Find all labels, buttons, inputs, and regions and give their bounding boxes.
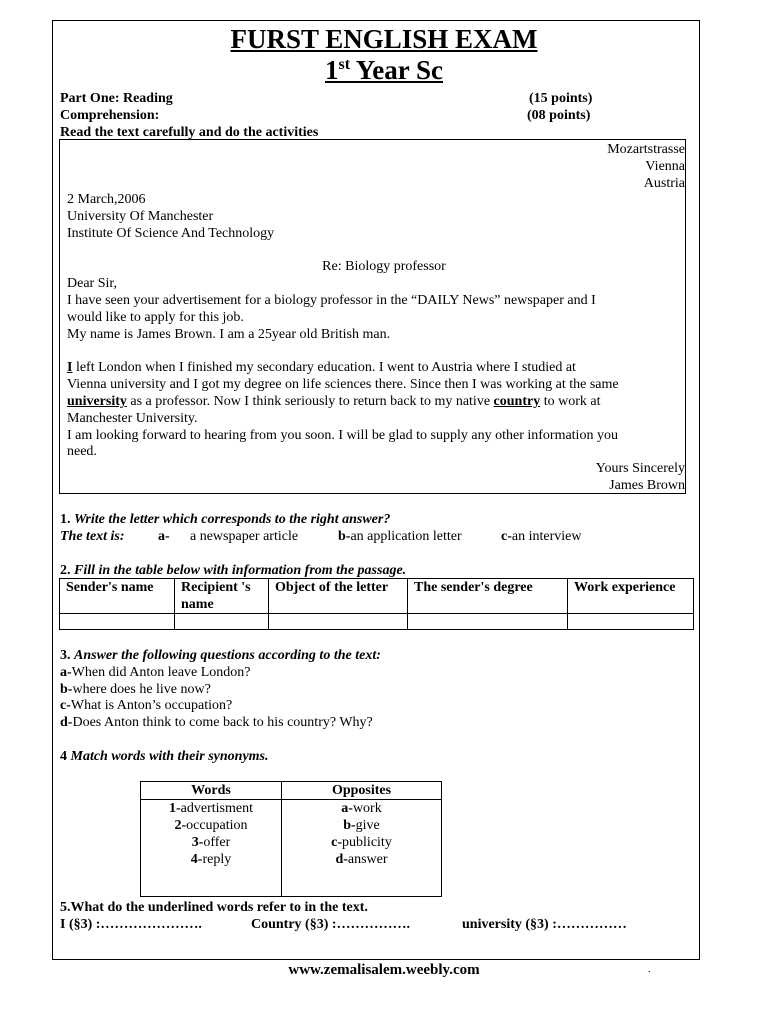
question-item xyxy=(60,664,251,681)
table-row xyxy=(141,868,442,897)
opposite-cell xyxy=(282,800,442,818)
paragraph-line: would like to apply for this job. xyxy=(67,310,244,325)
question-text: Fill in the table below with information from the passage. xyxy=(74,563,407,578)
table-cell xyxy=(141,868,282,897)
word-key: 3- xyxy=(191,835,204,850)
comprehension-heading: Comprehension: xyxy=(60,108,160,123)
opposite-key: d- xyxy=(335,852,348,867)
table-cell[interactable] xyxy=(568,614,694,630)
paragraph-line xyxy=(67,359,576,376)
question-number: 1. xyxy=(60,512,74,527)
year-suffix: st xyxy=(338,56,351,73)
option-c-key: c- xyxy=(501,529,512,544)
word: advertisment xyxy=(180,801,253,816)
footer-dot: . xyxy=(648,964,651,975)
paragraph-line: My name is James Brown. I am a 25year old British man. xyxy=(67,327,391,342)
paragraph-line xyxy=(67,393,600,410)
line-text: left London when I finished my secondary education. I went to Austria where I studied at xyxy=(72,360,576,375)
underlined-word-university: university xyxy=(67,394,127,409)
table-header: Object of the letter xyxy=(269,579,408,614)
opposite-key: b- xyxy=(343,818,356,833)
word-key: 1- xyxy=(169,801,181,816)
table-header: Words xyxy=(141,782,282,800)
signature: James Brown xyxy=(609,478,685,493)
item-text: When did Anton leave London? xyxy=(71,665,251,680)
reference-country: Country (§3) :……………. xyxy=(251,917,411,932)
word: offer xyxy=(203,835,231,850)
letter-date: 2 March,2006 xyxy=(67,192,146,207)
item-text: What is Anton’s occupation? xyxy=(70,698,233,713)
underlined-word-i: I xyxy=(67,360,73,375)
question-text: Answer the following questions according to the text: xyxy=(74,648,381,663)
option-a-key: a- xyxy=(158,529,170,544)
table-row xyxy=(141,851,442,868)
table-cell xyxy=(282,868,442,897)
item-key: c- xyxy=(60,698,71,713)
line-text: to work at xyxy=(540,394,601,409)
table-header: Sender's name xyxy=(60,579,175,614)
part-heading: Part One: Reading xyxy=(60,91,173,106)
opposite: publicity xyxy=(342,835,392,850)
table-header: Opposites xyxy=(282,782,442,800)
reference-university: university (§3) :…………… xyxy=(462,917,627,932)
closing: Yours Sincerely xyxy=(595,461,685,476)
word-cell xyxy=(141,851,282,868)
part-points: (15 points) xyxy=(529,91,593,106)
question-3 xyxy=(60,647,381,664)
option-a: a newspaper article xyxy=(190,529,299,544)
table-row xyxy=(141,817,442,834)
option-c xyxy=(501,528,581,545)
opposite-cell xyxy=(282,851,442,868)
letter-subject: Re: Biology professor xyxy=(322,259,446,274)
question-5: 5.What do the underlined words refer to in the text. xyxy=(60,900,368,915)
reference-i: I (§3) :…………………. xyxy=(60,917,202,932)
option-b-key: b- xyxy=(338,529,351,544)
paragraph-line: Manchester University. xyxy=(67,411,198,426)
opposite: work xyxy=(352,801,382,816)
footer-url: www.zemalisalem.weebly.com xyxy=(288,962,480,978)
fill-in-table xyxy=(59,578,694,630)
word-cell xyxy=(141,834,282,851)
question-number: 4 xyxy=(60,749,71,764)
address-line: Mozartstrasse xyxy=(607,142,685,157)
instruction: Read the text carefully and do the activities xyxy=(60,125,319,140)
opposite-key: a- xyxy=(341,801,353,816)
exam-subtitle xyxy=(0,55,768,86)
greeting: Dear Sir, xyxy=(67,276,117,291)
exam-title: FURST ENGLISH EXAM xyxy=(230,24,538,54)
item-key: d- xyxy=(60,715,73,730)
year-text: Year Sc xyxy=(350,55,444,85)
year-number: 1 xyxy=(324,55,339,85)
item-text: Does Anton think to come back to his country? Why? xyxy=(72,715,373,730)
table-cell[interactable] xyxy=(269,614,408,630)
question-item xyxy=(60,681,211,698)
word-cell xyxy=(141,817,282,834)
option-b-text: an application letter xyxy=(350,529,462,544)
paragraph-line: I have seen your advertisement for a biology professor in the “DAILY News” newspaper and I xyxy=(67,293,596,308)
table-row xyxy=(141,800,442,818)
table-row xyxy=(141,834,442,851)
question-number: 3. xyxy=(60,648,74,663)
question-4 xyxy=(60,748,269,765)
word-key: 2- xyxy=(174,818,187,833)
question-number: 2. xyxy=(60,563,74,578)
option-c-text: an interview xyxy=(511,529,582,544)
word: occupation xyxy=(186,818,248,833)
word-cell xyxy=(141,800,282,818)
opposite: give xyxy=(355,818,380,833)
question-text: Match words with their synonyms. xyxy=(70,749,269,764)
address-line: Vienna xyxy=(645,159,685,174)
question-1-options xyxy=(60,528,620,545)
paragraph-line: I am looking forward to hearing from you soon. I will be glad to supply any other information you xyxy=(67,428,618,443)
item-key: a- xyxy=(60,665,72,680)
table-header: Work experience xyxy=(568,579,694,614)
comprehension-points: (08 points) xyxy=(527,108,591,123)
item-key: b- xyxy=(60,682,73,697)
recipient-line: University Of Manchester xyxy=(67,209,214,224)
word-key: 4- xyxy=(190,852,203,867)
paragraph-line: Vienna university and I got my degree on life sciences there. Since then I was working at the same xyxy=(67,377,619,392)
table-row xyxy=(60,614,694,630)
opposite-cell xyxy=(282,817,442,834)
opposite-key: c- xyxy=(331,835,343,850)
table-header: The sender's degree xyxy=(408,579,568,614)
item-text: where does he live now? xyxy=(72,682,211,697)
address-line: Austria xyxy=(643,176,685,191)
opposite-cell xyxy=(282,834,442,851)
opposite: answer xyxy=(347,852,388,867)
question-item xyxy=(60,714,373,731)
matching-table xyxy=(140,781,442,897)
table-header-row xyxy=(141,782,442,800)
line-text: as a professor. Now I think seriously to return back to my native xyxy=(126,394,494,409)
table-cell[interactable] xyxy=(60,614,175,630)
table-cell[interactable] xyxy=(175,614,269,630)
question-text: Write the letter which corresponds to the right answer? xyxy=(74,512,391,527)
question-item xyxy=(60,697,232,714)
table-header-row xyxy=(60,579,694,614)
table-header: Recipient 's name xyxy=(175,579,269,614)
table-cell[interactable] xyxy=(408,614,568,630)
paragraph-line: need. xyxy=(67,444,97,459)
question-2 xyxy=(60,562,406,579)
word: reply xyxy=(202,852,232,867)
option-b xyxy=(338,528,462,545)
underlined-word-country: country xyxy=(493,394,541,409)
question-1 xyxy=(60,511,390,528)
question-stem: The text is: xyxy=(60,529,125,544)
recipient-line: Institute Of Science And Technology xyxy=(67,226,275,241)
